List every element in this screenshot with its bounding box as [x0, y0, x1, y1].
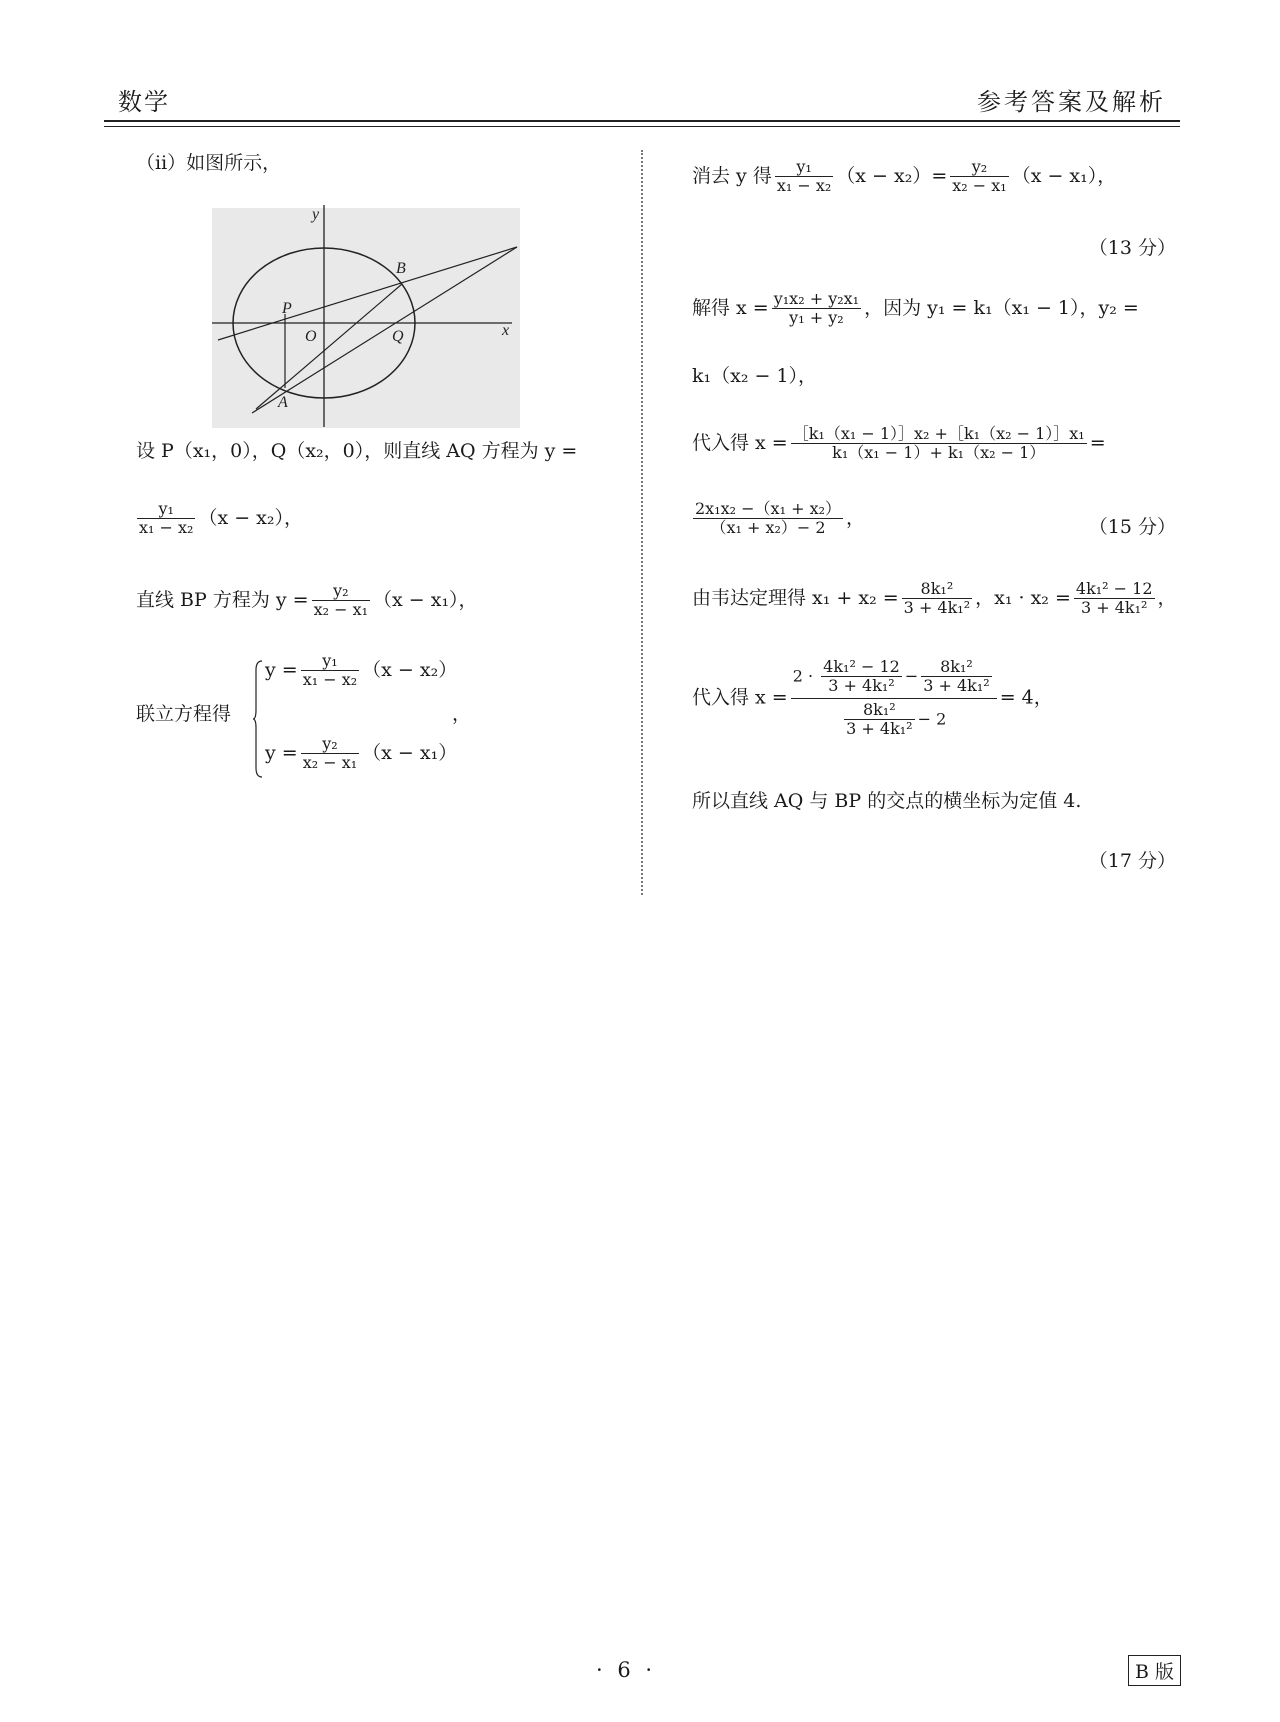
- fraction-bp: $\frac{\text{y₂}}{\text{x₂ − x₁}}$: [313, 581, 369, 620]
- score-13: （13 分）: [1088, 237, 1176, 259]
- subject-title: 数学: [118, 88, 170, 116]
- eliminate-equation: 消去 y 得 $\frac{\text{y₁}}{\text{x₁ − x₂}}$ （x − x₂）= $\frac{\text{y₂}}{\text{x₂ − x₁}}$ （x − x₁），: [692, 157, 1117, 196]
- system-label: 联立方程得: [136, 703, 232, 725]
- conclusion-text: 所以直线 AQ 与 BP 的交点的横坐标为定值 4.: [692, 790, 1082, 812]
- substitute-equation: 代入得 x = $\frac{\text{［k₁（x₁ − 1）］x₂ +［k₁（x₂ − 1）］x₁}}{\text{k₁（x₁ − 1）+ k₁（x₂ − 1）}}$ =: [692, 424, 1106, 463]
- page-number: · 6 ·: [596, 1658, 657, 1682]
- label-y: y: [312, 206, 320, 223]
- solve-line2: k₁（x₂ − 1），: [692, 365, 818, 387]
- label-a: A: [278, 394, 288, 411]
- substitute-result: $\frac{\text{2x₁x₂ −（x₁ + x₂）}}{\text{（x₁ + x₂）− 2}}$ ，: [695, 499, 866, 538]
- score-17: （17 分）: [1088, 850, 1176, 872]
- header-rule: [104, 120, 1180, 122]
- label-b: B: [396, 260, 406, 277]
- system-eq1: y = $\frac{\text{y₁}}{\text{x₁ − x₂}}$ （x − x₂）: [265, 651, 458, 690]
- version-badge: B 版: [1128, 1655, 1181, 1686]
- label-x: x: [502, 322, 510, 339]
- final-fraction: 2 · $\frac{\text{4k₁² − 12}}{\text{3 + 4k₁²}}$ − $\frac{\text{8k₁²}}{\text{3 + 4k₁²}}$ $\frac{\text{8k₁²}}{\text{3 + 4k₁²}}$ − 2: [791, 658, 997, 739]
- fraction-aq: $\frac{\text{y₁}}{\text{x₁ − x₂}}$: [139, 499, 194, 538]
- ellipse-figure: [212, 205, 522, 430]
- score-15: （15 分）: [1088, 516, 1176, 538]
- label-o: O: [305, 328, 317, 345]
- system-brace: [253, 660, 263, 778]
- system-eq2: y = $\frac{\text{y₂}}{\text{x₂ − x₁}}$ （x − x₁）: [265, 734, 458, 773]
- intro-text: （ⅱ）如图所示，: [136, 152, 282, 174]
- answer-title: 参考答案及解析: [977, 88, 1166, 116]
- figure-background: [212, 208, 520, 428]
- line-bp-equation: 直线 BP 方程为 y = $\frac{\text{y₂}}{\text{x₂ − x₁}}$ （x − x₁），: [136, 581, 478, 620]
- system-comma: ，: [452, 703, 472, 725]
- line-aq-equation: $\frac{\text{y₁}}{\text{x₁ − x₂}}$ （x − x₂），: [139, 499, 303, 538]
- final-equation: 代入得 x = 2 · $\frac{\text{4k₁² − 12}}{\text{3 + 4k₁²}}$ − $\frac{\text{8k₁²}}{\text{3 + 4k₁²}}$ $\frac{\text{8k₁²}}{\text{3 + 4k₁²}}$ − 2 = 4，: [692, 657, 1053, 739]
- label-q: Q: [392, 328, 404, 345]
- vieta-equation: 由韦达定理得 x₁ + x₂ = $\frac{\text{8k₁²}}{\text{3 + 4k₁²}}$ ，x₁ · x₂ = $\frac{\text{4k₁² − 12}}{\text{3 + 4k₁²}}$ ，: [692, 579, 1177, 618]
- label-p: P: [282, 300, 292, 317]
- line-aq-intro: 设 P（x₁，0），Q（x₂，0），则直线 AQ 方程为 y =: [136, 440, 578, 462]
- column-separator: [641, 150, 643, 895]
- header-rule-thin: [104, 126, 1180, 127]
- solve-equation: 解得 x = $\frac{\text{y₁x₂ + y₂x₁}}{\text{y₁ + y₂}}$ ，因为 y₁ = k₁（x₁ − 1），y₂ =: [692, 289, 1139, 328]
